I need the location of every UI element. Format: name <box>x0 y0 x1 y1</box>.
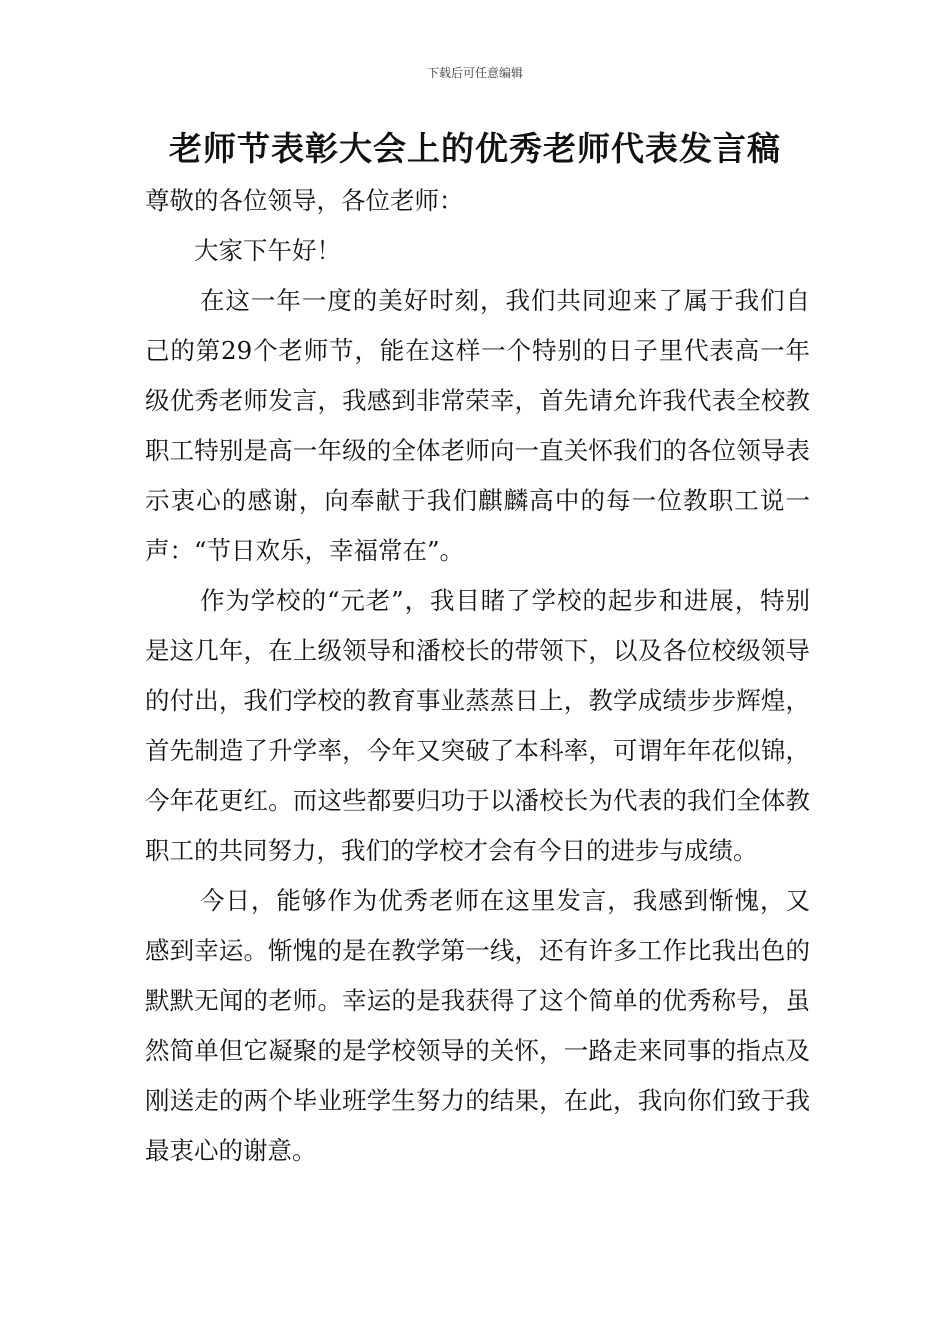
header-note: 下载后可任意编辑 <box>426 66 523 80</box>
paragraph-1: 在这一年一度的美好时刻，我们共同迎来了属于我们自己的第29个老师节，能在这样一个特别的日子里代表高一年级优秀老师发言，我感到非常荣幸，首先请允许我代表全校教职工特别是高一年级的全体老师向一直关怀我们的各位领导表示衷心的感谢，向奉献于我们麒麟高中的每一位教职工说一声：“节日欢乐，幸福常在”。 <box>145 286 810 565</box>
salutation: 尊敬的各位领导，各位老师： <box>145 186 464 215</box>
paragraph-3: 今日，能够作为优秀老师在这里发言，我感到惭愧，又感到幸运。惭愧的是在教学第一线，还有许多工作比我出色的默默无闻的老师。幸运的是我获得了这个简单的优秀称号，虽然简单但它凝聚的是学校领导的关怀，一路走来同事的指点及刚送走的两个毕业班学生努力的结果，在此，我向你们致于我最衷心的谢意。 <box>145 886 810 1165</box>
greeting: 大家下午好！ <box>194 236 341 265</box>
document-title: 老师节表彰大会上的优秀老师代表发言稿 <box>169 129 781 168</box>
speech-body <box>145 176 810 1176</box>
paragraph-2: 作为学校的“元老”，我目睹了学校的起步和进展，特别是这几年，在上级领导和潘校长的带领下，以及各位校级领导的付出，我们学校的教育事业蒸蒸日上，教学成绩步步辉煌，首先制造了升学率，今年又突破了本科率，可谓年年花似锦，今年花更红。而这些都要归功于以潘校长为代表的我们全体教职工的共同努力，我们的学校才会有今日的进步与成绩。 <box>145 586 810 865</box>
